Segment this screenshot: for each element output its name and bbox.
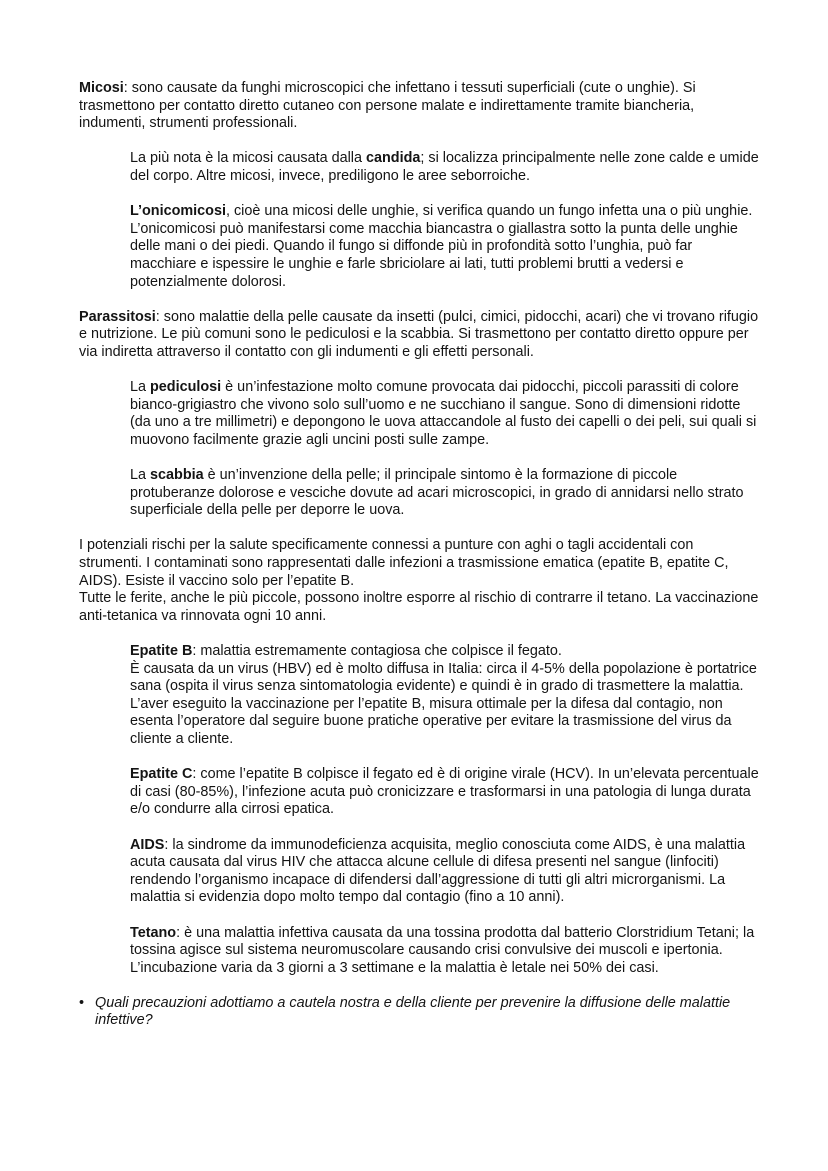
- candida-post: ; si localizza principalmente nelle zone calde e umide del corpo. Altre micosi, invece, prediligono le aree seborroiche.: [130, 150, 759, 184]
- scabbia-pre: La: [130, 467, 151, 484]
- scabbia-post: è un’invenzione della pelle; il principale sintomo è la formazione di piccole protuberanze dolorose e vesciche dovute ad acari microscopici, in grado di annidarsi nello strato superficiale della pelle per deporre le uova.: [130, 467, 744, 519]
- onicomicosi-paragraph: [130, 203, 759, 291]
- epatite-b-line-1: [130, 643, 759, 661]
- micosi-text: : sono causate da funghi microscopici che infettano i tessuti superficiali (cute o unghie). Si trasmettono per contatto diretto cutaneo con persone malate e indirettamente tramite biancheria, indumenti, strumenti professionali.: [79, 80, 696, 132]
- candida-paragraph: [130, 150, 759, 185]
- epatite-c-text: : come l’epatite B colpisce il fegato ed è di origine virale (HCV). In un’elevata percentuale di casi (80-85%), l’infezione acuta può cronicizzare e trasformarsi in una patologia di lunga durata e/o condurre alla cirrosi epatica.: [130, 766, 759, 818]
- aids-paragraph: [130, 837, 759, 907]
- micosi-paragraph: [79, 80, 759, 133]
- parassitosi-term: Parassitosi: [79, 308, 156, 325]
- bullet-icon: •: [79, 994, 85, 1011]
- rischi-paragraph: [79, 537, 759, 625]
- epatite-b-term: Epatite B: [130, 643, 193, 659]
- pediculosi-pre: La: [130, 379, 151, 396]
- epatite-c-term: Epatite C: [130, 766, 193, 783]
- question-list-item: [79, 995, 759, 1030]
- document-page: [79, 80, 759, 1030]
- scabbia-paragraph: [130, 467, 759, 520]
- aids-term: AIDS: [130, 836, 165, 853]
- tetano-term: Tetano: [130, 924, 177, 941]
- pediculosi-post: è un’infestazione molto comune provocata dai pidocchi, piccoli parassiti di colore bianco-grigiastro che vivono solo sull’uomo e ne succhiano il sangue. Sono di dimensioni ridotte (da uno a tre millimetri) e depongono le uova attaccandole al fusto dei capelli o dei peli, sui quali si muovono facilmente grazie agli uncini posti sulle zampe.: [130, 379, 757, 448]
- tetano-text: : è una malattia infettiva causata da una tossina prodotta dal batterio Clorstridium Tetani; la tossina agisce sul sistema neuromuscolare causando crisi convulsive dei muscoli e ipertonia. L’incubazione varia da 3 giorni a 3 settimane e la malattia è letale nei 50% dei casi.: [130, 924, 755, 976]
- parassitosi-text: : sono malattie della pelle causate da insetti (pulci, cimici, pidocchi, acari) che vi trovano rifugio e nutrizione. Le più comuni sono le pediculosi e la scabbia. Si trasmettono per contatto diretto oppure per via indiretta attraverso il contatto con gli indumenti e gli effetti personali.: [79, 308, 759, 360]
- onicomicosi-text: , cioè una micosi delle unghie, si verifica quando un fungo infetta una o più unghie. L’onicomicosi può manifestarsi come macchia biancastra o giallastra sotto la punta delle unghie delle mani o dei piedi. Quando il fungo si diffonde più in profondità sotto l’unghia, può far macchiare e ispessire le unghie e farle sbriciolare ai lati, tutti problemi brutti a vedersi e potenzialmente dolorosi.: [130, 203, 753, 290]
- question-text: Quali precauzioni adottiamo a cautela nostra e della cliente per prevenire la diffusione delle malattie infettive?: [95, 994, 731, 1029]
- epatite-b-line-2: È causata da un virus (HBV) ed è molto diffusa in Italia: circa il 4-5% della popolazione è portatrice sana (ospita il virus senza sintomatologia evidente) e quindi è in grado di trasmettere la malattia.: [130, 660, 757, 695]
- epatite-b-line-3: L’aver eseguito la vaccinazione per l’epatite B, misura ottimale per la difesa dal contagio, non esenta l’operatore dal seguire buone pratiche operative per evitare la trasmissione del virus da cliente a cliente.: [130, 695, 732, 747]
- pediculosi-term: pediculosi: [150, 379, 222, 396]
- aids-text: : la sindrome da immunodeficienza acquisita, meglio conosciuta come AIDS, è una malattia acuta causata dal virus HIV che attacca alcune cellule di difesa presenti nel sangue (linfociti) rendendo l’organismo incapace di difendersi dall’aggressione di tutti gli altri microrganismi. La malattia si evidenzia dopo molto tempo dal contagio (fino a 10 anni).: [130, 836, 746, 906]
- pediculosi-paragraph: [130, 379, 759, 449]
- candida-term: candida: [366, 150, 421, 167]
- parassitosi-paragraph: [79, 309, 759, 362]
- epatite-b-text: : malattia estremamente contagiosa che colpisce il fegato.: [192, 643, 562, 659]
- candida-pre: La più nota è la micosi causata dalla: [130, 150, 366, 167]
- tetano-paragraph: [130, 925, 759, 978]
- micosi-term: Micosi: [79, 80, 124, 96]
- scabbia-term: scabbia: [150, 467, 204, 484]
- epatite-c-paragraph: [130, 766, 759, 819]
- rischi-line-2: Tutte le ferite, anche le più piccole, possono inoltre esporre al rischio di contrarre il tetano. La vaccinazione anti-tetanica va rinnovata ogni 10 anni.: [79, 590, 759, 624]
- onicomicosi-term: L’onicomicosi: [130, 203, 226, 220]
- rischi-line-1: I potenziali rischi per la salute specificamente connessi a punture con aghi o tagli accidentali con strumenti. I contaminati sono rappresentati dalle infezioni a trasmissione ematica (epatite B, epatite C, AIDS). Esiste il vaccino solo per l’epatite B.: [79, 537, 729, 589]
- epatite-b-paragraph: [130, 643, 759, 749]
